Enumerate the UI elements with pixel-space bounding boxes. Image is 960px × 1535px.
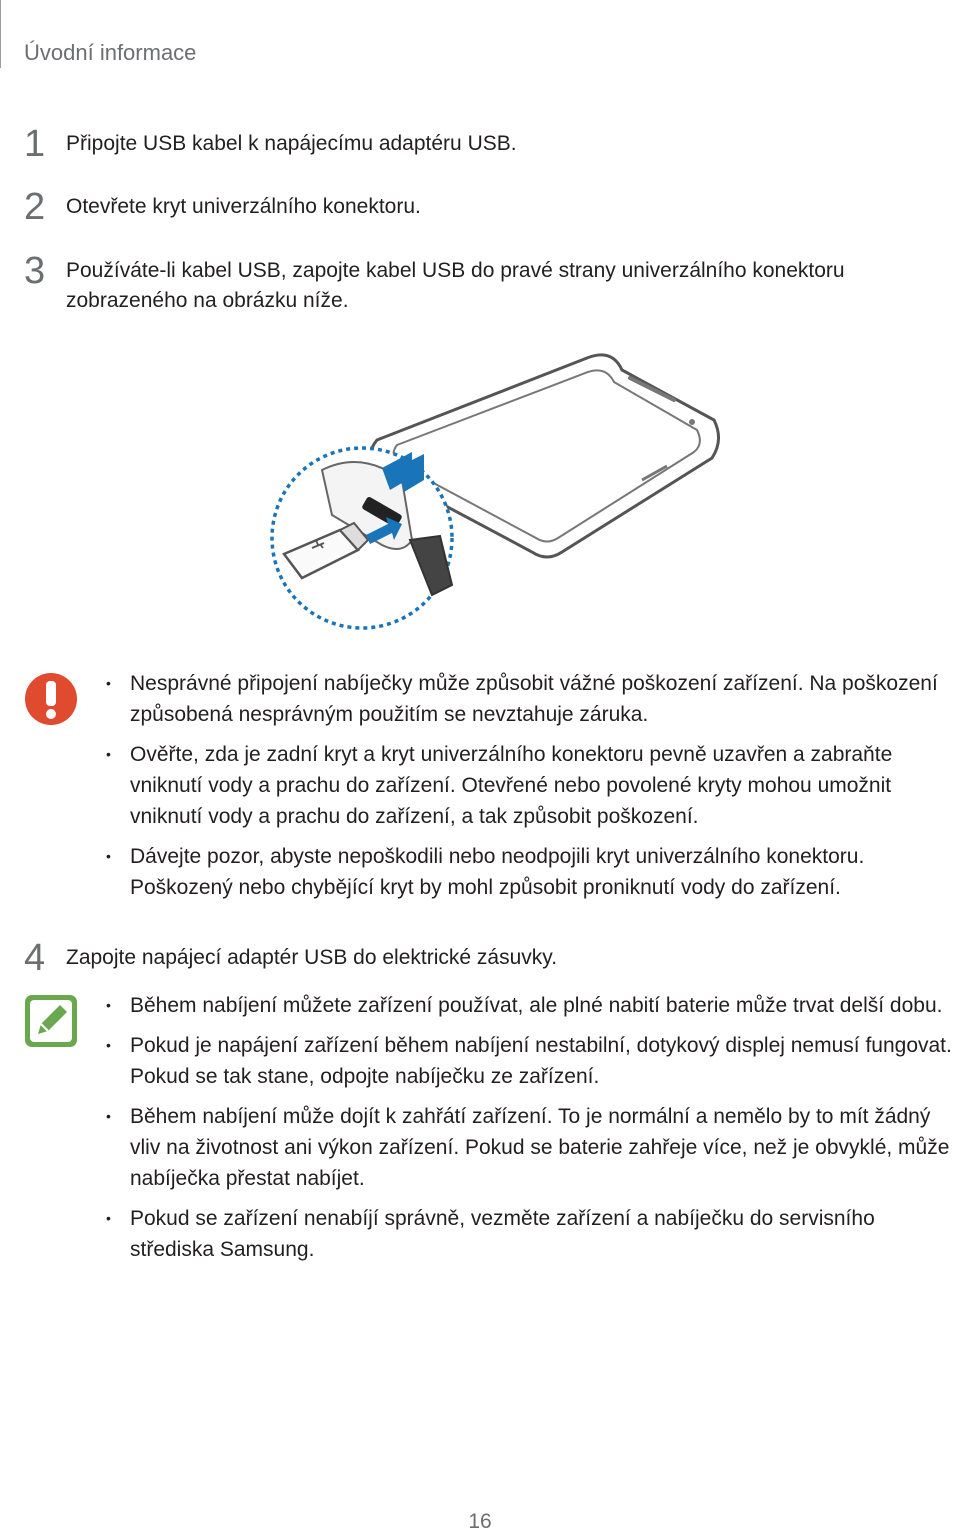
warning-list: [104, 668, 954, 912]
bullet-icon: •: [106, 746, 111, 762]
step-number: 1: [24, 123, 46, 165]
step-text: Připojte USB kabel k napájecímu adaptéru USB.: [66, 132, 517, 155]
header-rule: [0, 0, 1, 68]
bullet-icon: •: [106, 1037, 111, 1053]
warning-icon: [24, 672, 78, 726]
list-item: • Pokud se zařízení nenabíjí správně, vezměte zařízení a nabíječku do servisního střediska Samsung.: [104, 1203, 954, 1265]
step-number: 2: [24, 186, 46, 228]
note-list: [104, 990, 954, 1274]
bullet-icon: •: [106, 675, 111, 691]
section-title: Úvodní informace: [24, 40, 197, 65]
list-item: • Nesprávné připojení nabíječky může způsobit vážné poškození zařízení. Na poškození způsobená nesprávným použitím se nevztahuje záruka.: [104, 668, 954, 730]
step-number: 4: [24, 937, 46, 979]
note-pencil-icon: [24, 994, 78, 1048]
bullet-icon: •: [106, 1210, 111, 1226]
step-text: Používáte-li kabel USB, zapojte kabel USB do pravé strany univerzálního konektoru zobrazeného na obrázku níže.: [66, 259, 845, 312]
list-item: • Pokud je napájení zařízení během nabíjení nestabilní, dotykový displej nemusí fungovat. Pokud se tak stane, odpojte nabíječku ze zařízení.: [104, 1030, 954, 1092]
list-item: • Ověřte, zda je zadní kryt a kryt univerzálního konektoru pevně uzavřen a zabraňte vniknutí vody a prachu do zařízení. Otevřené nebo povolené kryty mohou umožnit vniknutí vody a prachu do zařízení, a tak způsobit poškození.: [104, 739, 954, 832]
step-text: Zapojte napájecí adaptér USB do elektrické zásuvky.: [66, 946, 558, 969]
bullet-icon: •: [106, 997, 111, 1013]
page-number: 16: [468, 1510, 492, 1533]
step-number: 3: [24, 250, 46, 292]
list-item: • Během nabíjení můžete zařízení používat, ale plné nabití baterie může trvat delší dobu.: [104, 990, 954, 1021]
list-item: • Dávejte pozor, abyste nepoškodili nebo neodpojili kryt univerzálního konektoru. Poškozený nebo chybějící kryt by mohl způsobit proniknutí vody do zařízení.: [104, 841, 954, 903]
bullet-icon: •: [106, 1108, 111, 1124]
bullet-icon: •: [106, 848, 111, 864]
list-item: • Během nabíjení může dojít k zahřátí zařízení. To je normální a nemělo by to mít žádný vliv na životnost ani výkon zařízení. Pokud se baterie zahřeje více, než je obvyklé, může nabíječka přestat nabíjet.: [104, 1101, 954, 1194]
step-text: Otevřete kryt univerzálního konektoru.: [66, 195, 421, 218]
usb-connection-illustration: [262, 340, 722, 640]
